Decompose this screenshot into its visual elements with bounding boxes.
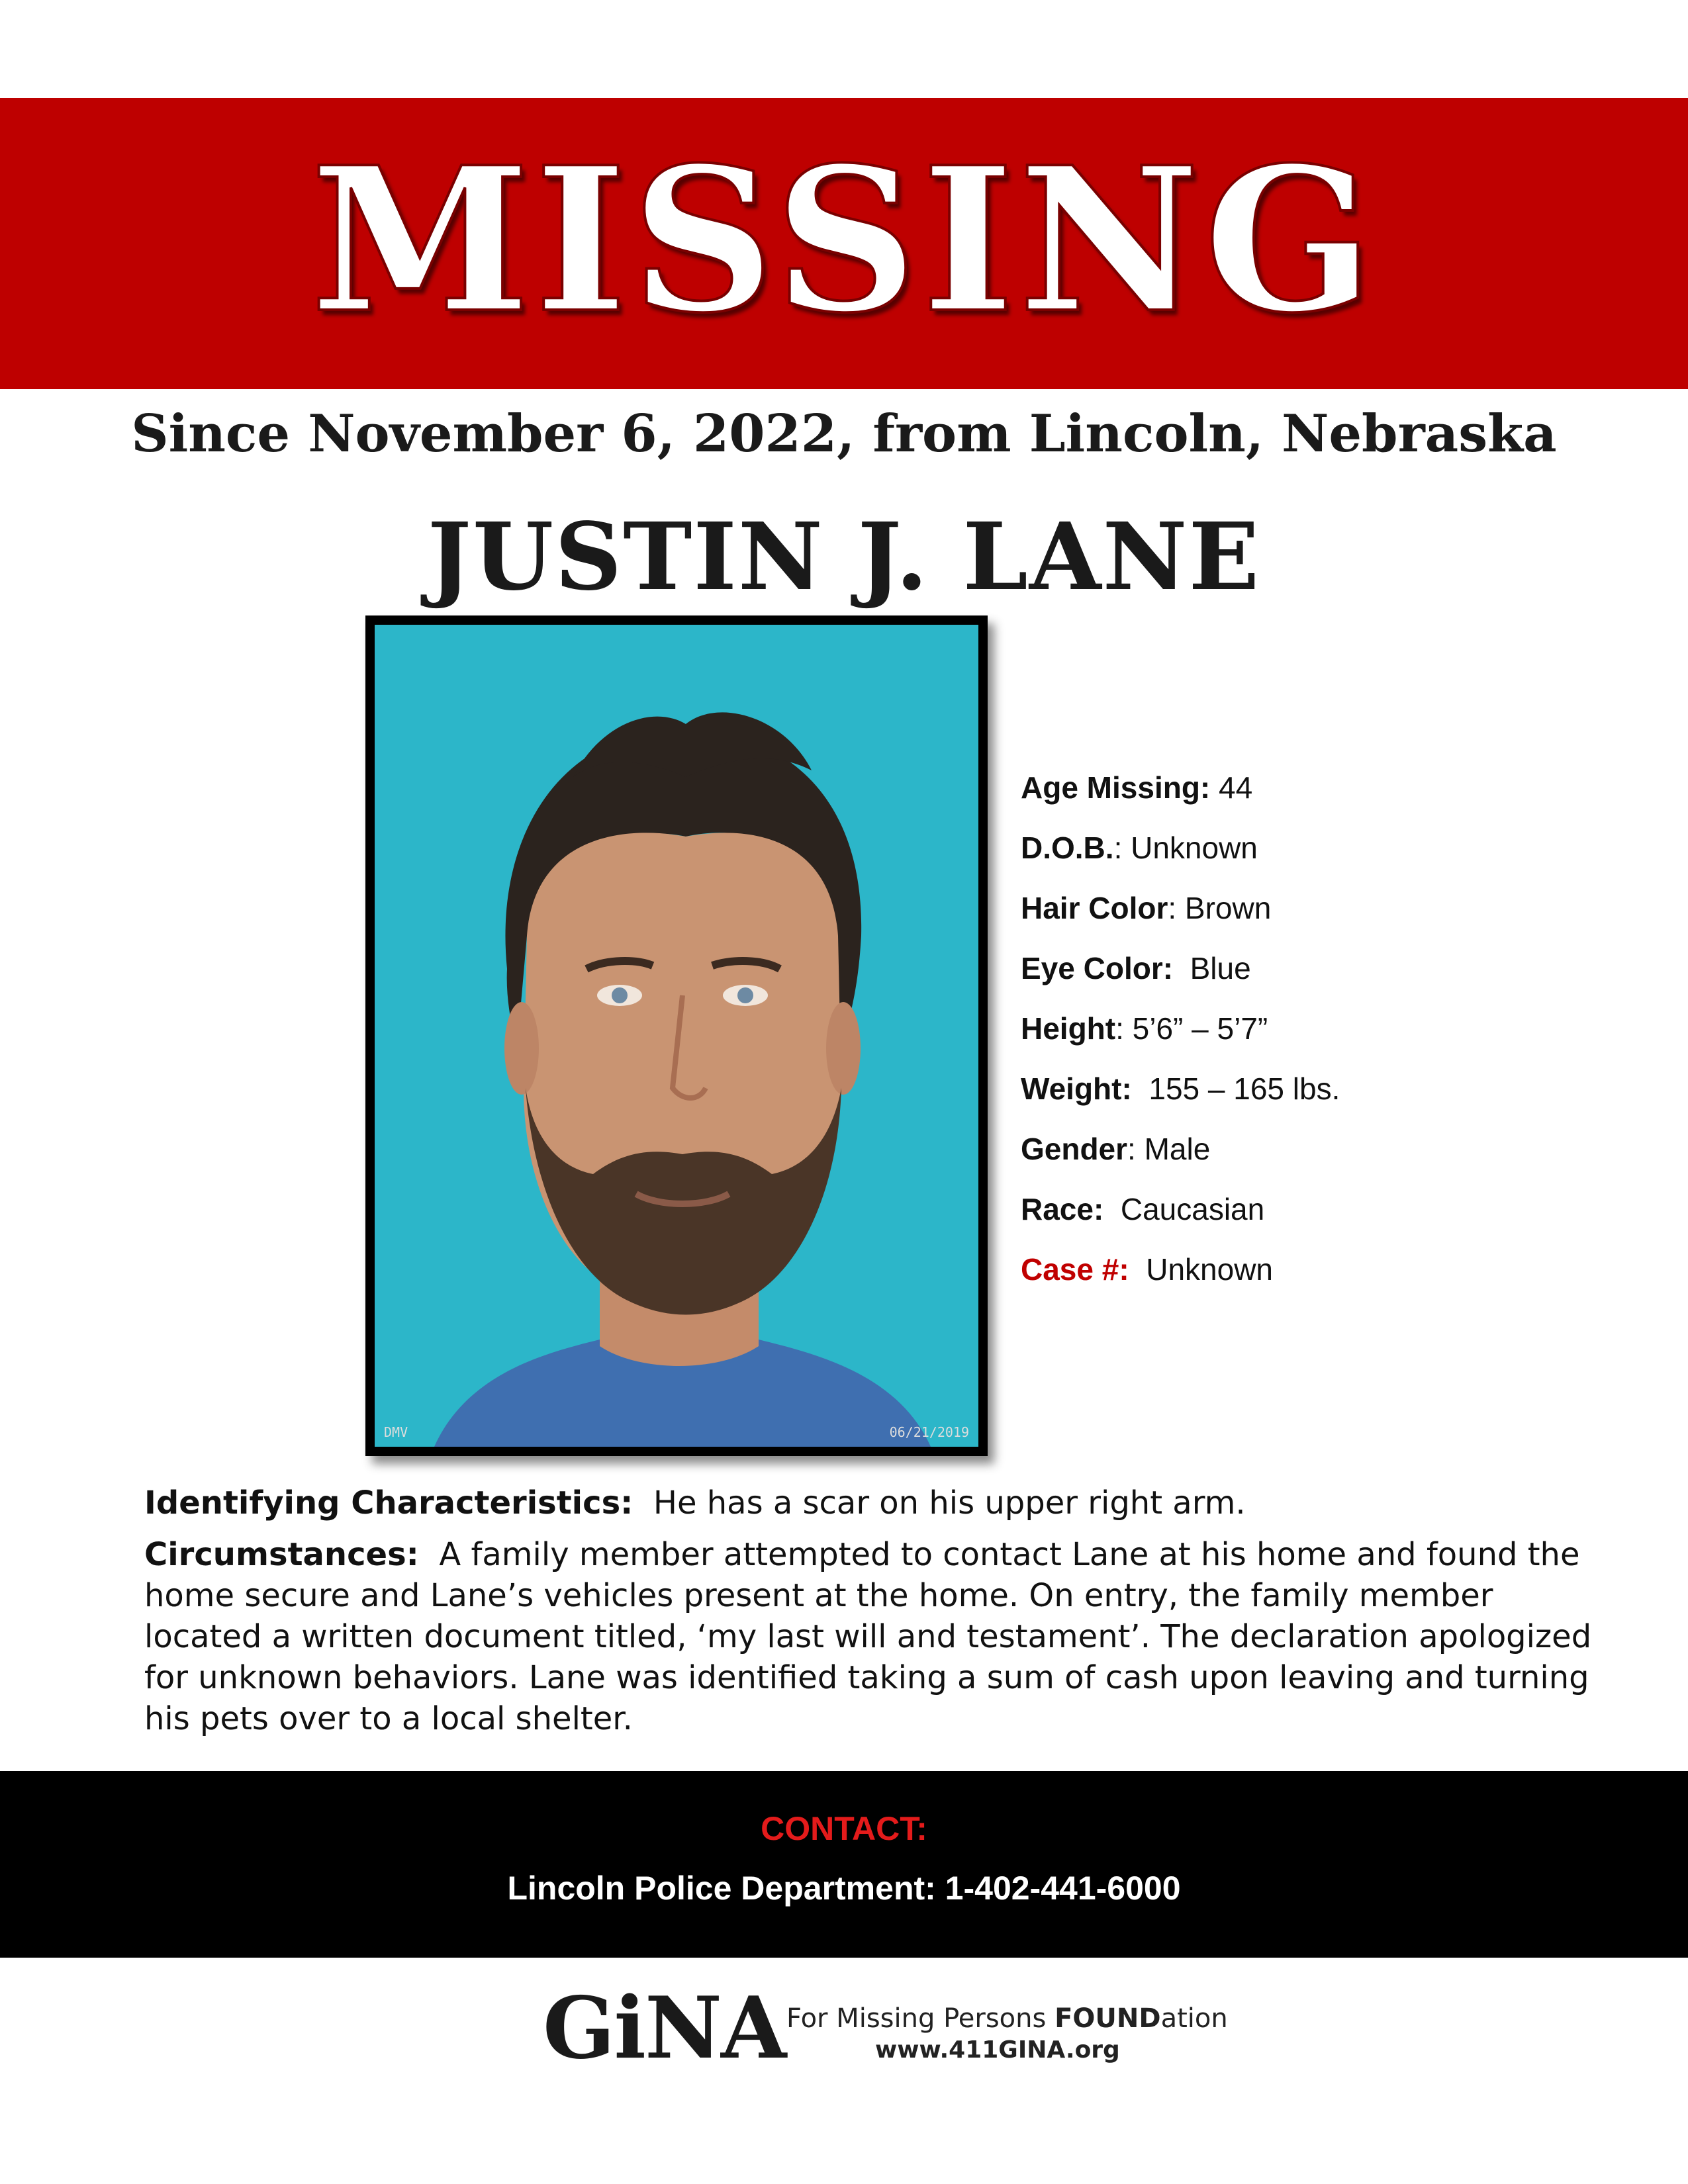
detail-value: : 5’6” – 5’7”: [1115, 1011, 1268, 1046]
circumstances-label: Circumstances:: [144, 1536, 419, 1573]
detail-label: Eye Color:: [1021, 951, 1174, 985]
detail-value: Blue: [1190, 951, 1251, 985]
circumstances: [144, 1534, 1601, 1739]
detail-eye-color: [1021, 938, 1617, 999]
detail-gender: [1021, 1119, 1617, 1179]
gina-tagline: [786, 2003, 1228, 2034]
detail-value: : Unknown: [1113, 831, 1258, 865]
detail-value: : Brown: [1168, 891, 1272, 925]
detail-value: 44: [1219, 770, 1253, 805]
detail-case-number: [1021, 1240, 1617, 1300]
person-portrait-illustration: [375, 625, 978, 1447]
circumstances-text: A family member attempted to contact Lane at his home and found the home secure and Lane’s vehicles present at the home. On entry, the family member located a written document titled, ‘my last will and testament’. The declaration apologized for unknown behaviors. Lane was identified taking a sum of cash upon leaving and turning his pets over to a local shelter.: [144, 1536, 1592, 1737]
detail-weight: [1021, 1059, 1617, 1119]
detail-value: : Male: [1127, 1132, 1211, 1166]
banner-title: MISSING: [310, 123, 1378, 357]
tagline-suffix: ation: [1160, 2003, 1228, 2034]
identifying-characteristics: [144, 1482, 1601, 1524]
identifying-text: He has a scar on his upper right arm.: [653, 1484, 1246, 1522]
detail-hair-color: [1021, 878, 1617, 938]
photo-caption-source: DMV: [384, 1424, 408, 1440]
detail-label: Hair Color: [1021, 891, 1168, 925]
tagline-bold: FOUND: [1055, 2003, 1161, 2034]
detail-label: Case #:: [1021, 1252, 1129, 1287]
missing-since-line: Since November 6, 2022, from Lincoln, Nebraska: [131, 404, 1557, 464]
person-photo: [375, 625, 978, 1447]
detail-label: Gender: [1021, 1132, 1128, 1166]
detail-age: [1021, 758, 1617, 818]
gina-url: www.411GINA.org: [875, 2036, 1120, 2064]
detail-label: Weight:: [1021, 1071, 1132, 1106]
contact-title: CONTACT:: [761, 1810, 927, 1847]
detail-value: 155 – 165 lbs.: [1149, 1071, 1340, 1106]
tagline-prefix: For Missing Persons: [786, 2003, 1055, 2034]
detail-value: Unknown: [1146, 1252, 1273, 1287]
gina-logo-wordmark: GiNA: [543, 1979, 786, 2078]
photo-frame: [365, 615, 988, 1456]
detail-label: Race:: [1021, 1192, 1104, 1226]
detail-label: D.O.B.: [1021, 831, 1114, 865]
gina-logo: [543, 1979, 1228, 2078]
missing-banner: [0, 98, 1688, 389]
detail-label: Height: [1021, 1011, 1116, 1046]
detail-height: [1021, 999, 1617, 1059]
photo-caption: [375, 1418, 978, 1447]
person-details: [1021, 758, 1617, 1300]
contact-phone-line: Lincoln Police Department: 1-402-441-6000: [507, 1870, 1181, 1907]
detail-dob: [1021, 818, 1617, 878]
photo-caption-date: 06/21/2019: [889, 1424, 969, 1440]
detail-label: Age Missing:: [1021, 770, 1211, 805]
identifying-label: Identifying Characteristics:: [144, 1484, 633, 1522]
contact-bar: [0, 1771, 1688, 1958]
detail-race: [1021, 1179, 1617, 1240]
person-name: JUSTIN J. LANE: [427, 503, 1261, 612]
detail-value: Caucasian: [1120, 1192, 1265, 1226]
